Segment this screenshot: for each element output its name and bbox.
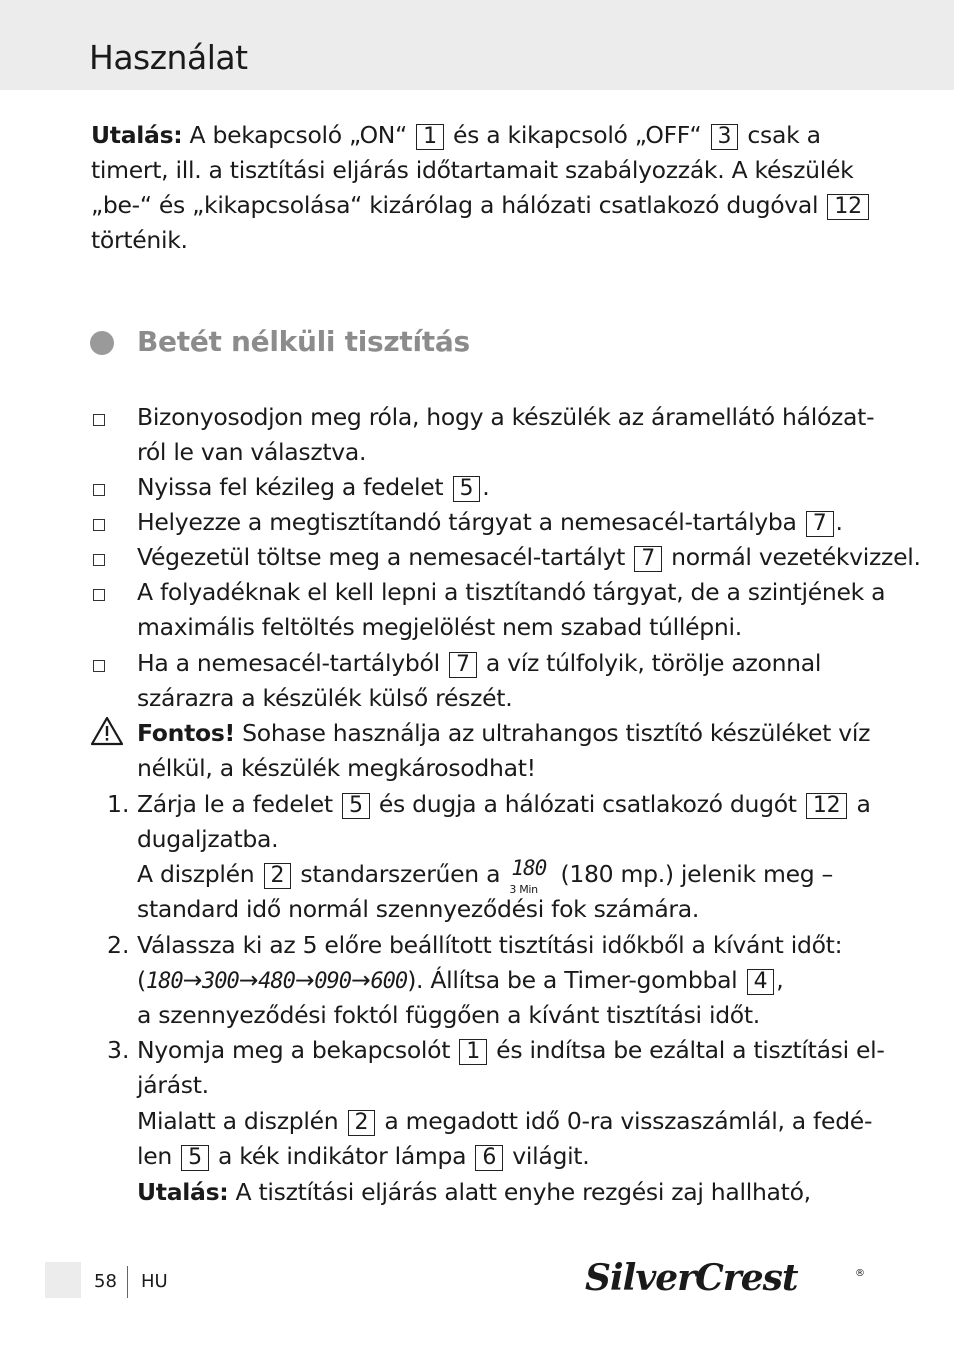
ref-box: 12 [806, 793, 847, 819]
note-label: Utalás: [91, 121, 183, 149]
warning-triangle-icon [90, 716, 124, 746]
note-line-1: Utalás: A bekapcsoló „ON“ 1 és a kikapcsoló „OFF“ 3 csak a [91, 121, 821, 149]
step-text: Zárja le a fedelet 5 és dugja a hálózati csatlakozó dugót 12 a [137, 790, 871, 818]
checkbox-bullet-icon [93, 554, 105, 566]
page-number: 58 [94, 1271, 117, 1292]
bullet-text: maximális feltöltés megjelölést nem szabad túllépni. [137, 613, 742, 641]
ref-box: 5 [453, 476, 481, 502]
step-text: járást. [137, 1071, 209, 1099]
time-option: 480 [258, 969, 295, 994]
footer-tab [45, 1262, 81, 1298]
display-readout: 180 3 Min [509, 856, 547, 896]
checkbox-bullet-icon [93, 589, 105, 601]
step-text: a szennyeződési foktól függően a kívánt tisztítási időt. [137, 1001, 760, 1029]
bullet-text: Bizonyosodjon meg róla, hogy a készülék az áramellátó hálózat- [137, 403, 875, 431]
bullet-text: Végezetül töltse meg a nemesacél-tartályt 7 normál vezetékvizzel. [137, 543, 921, 571]
ref-box: 1 [459, 1039, 487, 1065]
ref-box: 4 [747, 969, 775, 995]
section-bullet-icon [90, 331, 114, 355]
ref-box: 5 [342, 793, 370, 819]
ref-box: 7 [449, 652, 477, 678]
bullet-text: Nyissa fel kézileg a fedelet 5 . [137, 473, 490, 501]
time-option: 600 [370, 969, 408, 994]
time-option: 180 [145, 969, 183, 994]
arrow-icon: → [294, 966, 315, 994]
step-text: Válassza ki az 5 előre beállított tisztítási időkből a kívánt időt: [137, 931, 843, 959]
registered-mark: ® [855, 1268, 865, 1279]
bullet-text: szárazra a készülék külső részét. [137, 684, 513, 712]
step-text: Nyomja meg a bekapcsolót 1 és indítsa be ezáltal a tisztítási el- [137, 1036, 885, 1064]
checkbox-bullet-icon [93, 484, 105, 496]
step-text: Mialatt a diszplén 2 a megadott idő 0-ra visszaszámlál, a fedé- [137, 1107, 873, 1135]
ref-box: 7 [806, 511, 834, 537]
section-title: Betét nélküli tisztítás [137, 325, 470, 358]
step-text: standard idő normál szennyeződési fok számára. [137, 895, 700, 923]
bullet-text: Helyezze a megtisztítandó tárgyat a nemesacél-tartályba 7 . [137, 508, 843, 536]
warning-label: Fontos! [137, 719, 235, 747]
brand-logo: SilverCrest [585, 1257, 798, 1299]
page-title: Használat [89, 38, 248, 77]
ref-box: 1 [416, 124, 444, 150]
step-text: (180→300→480→090→600). Állítsa be a Timer-gombbal 4 , [137, 966, 784, 994]
footer-divider [127, 1266, 128, 1298]
ref-box: 2 [348, 1110, 376, 1136]
step-text: dugaljzatba. [137, 825, 279, 853]
ref-box: 2 [264, 863, 292, 889]
step-text: len 5 a kék indikátor lámpa 6 világit. [137, 1142, 590, 1170]
note-line-3: „be-“ és „kikapcsolása“ kizárólag a hálózati csatlakozó dugóval 12 [91, 190, 871, 220]
step-number: 2. [107, 931, 130, 959]
step-number: 1. [107, 790, 130, 818]
ref-box: 5 [181, 1145, 209, 1171]
note-label: Utalás: [137, 1178, 229, 1206]
ref-box: 7 [634, 546, 662, 572]
ref-box: 6 [475, 1145, 503, 1171]
warning-line-1: Fontos! Sohase használja az ultrahangos tisztító készüléket víz [137, 719, 871, 747]
time-option: 300 [202, 969, 239, 994]
ref-box: 12 [827, 194, 868, 220]
arrow-icon: → [351, 966, 371, 994]
step-text: Utalás: A tisztítási eljárás alatt enyhe rezgési zaj hallható, [137, 1178, 811, 1206]
bullet-text: ról le van választva. [137, 438, 367, 466]
warning-line-2: nélkül, a készülék megkárosodhat! [137, 754, 536, 782]
arrow-icon: → [238, 966, 259, 994]
language-code: HU [141, 1271, 168, 1292]
step-text: A diszplén 2 standarszerűen a 180 3 Min (180 mp.) jelenik meg – [137, 856, 833, 896]
ref-box: 3 [711, 124, 739, 150]
note-line-4: történik. [91, 226, 188, 254]
arrow-icon: → [182, 966, 203, 994]
time-option: 090 [314, 969, 352, 994]
bullet-text: A folyadéknak el kell lepni a tisztítandó tárgyat, de a szintjének a [137, 578, 886, 606]
step-number: 3. [107, 1036, 130, 1064]
checkbox-bullet-icon [93, 414, 105, 426]
note-line-2: timert, ill. a tisztítási eljárás időtartamait szabályozzák. A készülék [91, 156, 854, 184]
bullet-text: Ha a nemesacél-tartályból 7 a víz túlfolyik, törölje azonnal [137, 649, 822, 677]
checkbox-bullet-icon [93, 660, 105, 672]
checkbox-bullet-icon [93, 519, 105, 531]
